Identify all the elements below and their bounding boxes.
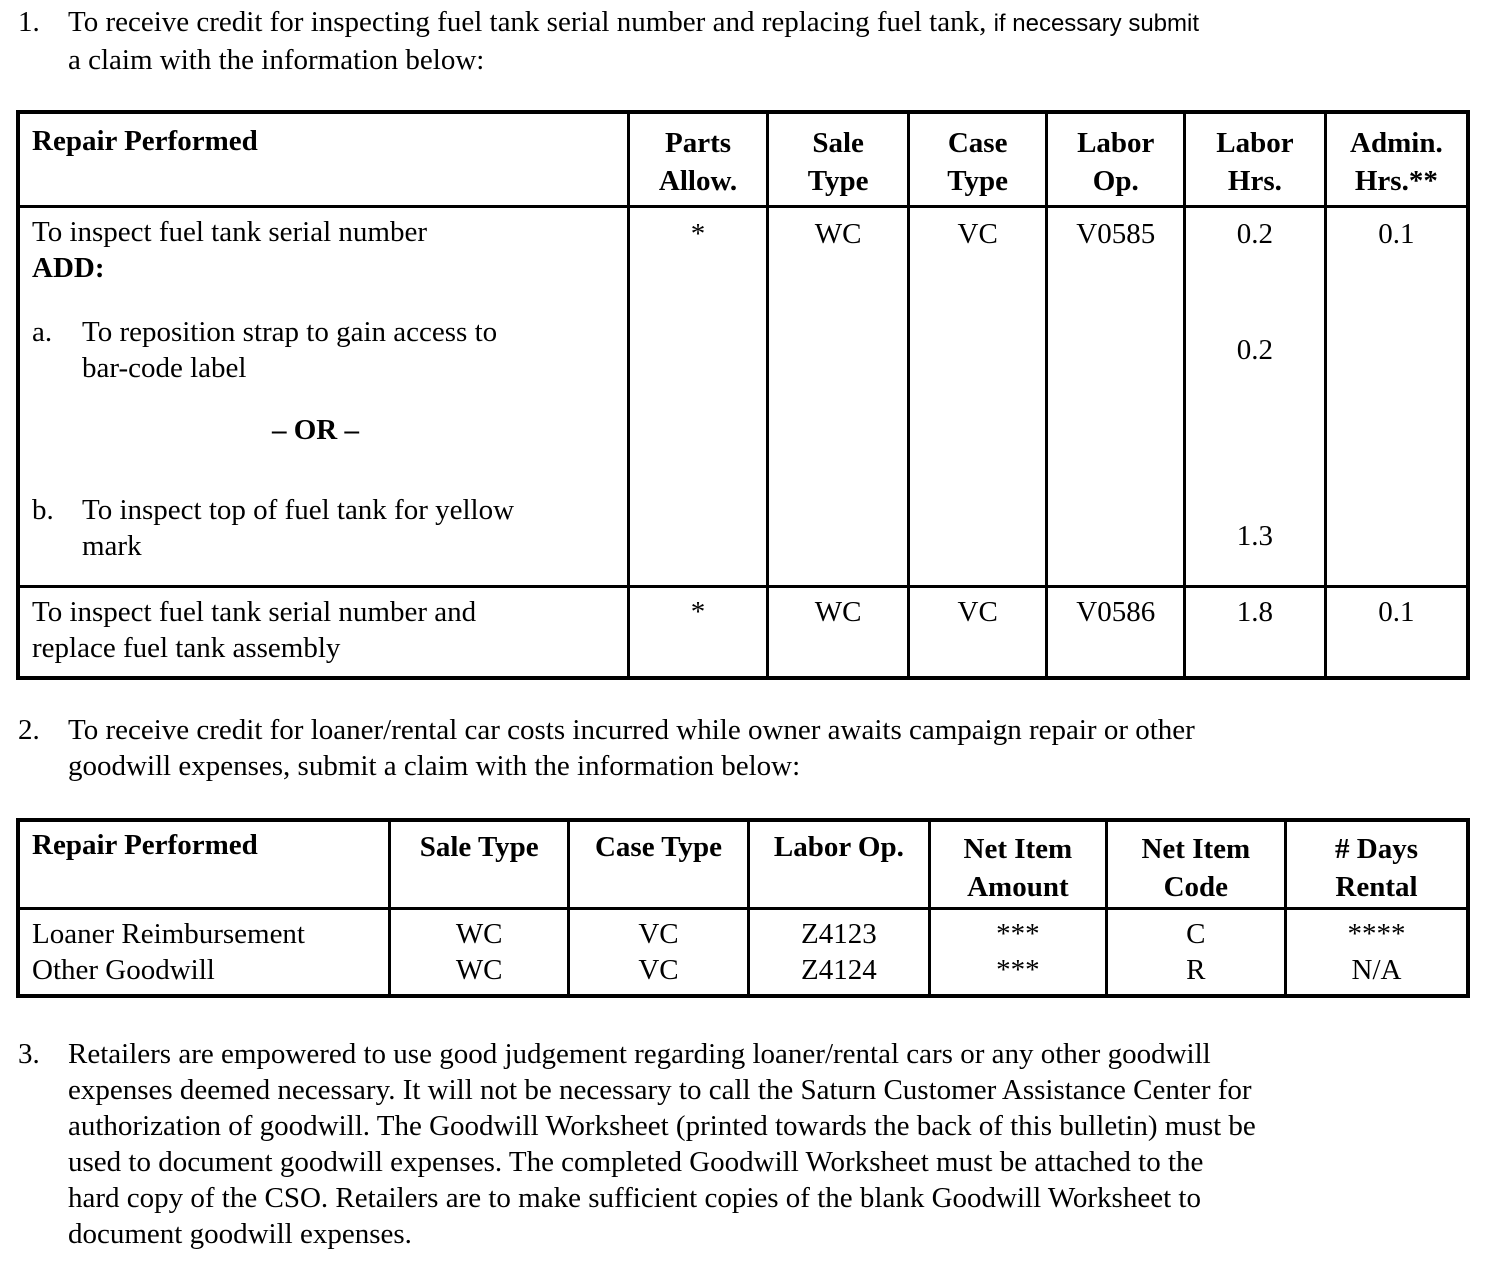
parts-cell: *	[628, 206, 768, 586]
header-case-type: Case Type	[908, 112, 1047, 206]
option-b-line1: To inspect top of fuel tank for yellow	[82, 493, 515, 526]
goodwill-table	[16, 818, 1470, 998]
labor-hrs-base: 0.2	[1236, 217, 1274, 250]
labor-op-cell: Z4123 Z4124	[748, 908, 929, 996]
repair-line2: replace fuel tank assembly	[32, 631, 341, 664]
instruction-1-text: To receive credit for inspecting fuel tank serial number and replacing fuel tank,	[68, 6, 987, 38]
header-sale-type: Sale Type	[390, 820, 569, 908]
header-admin-hrs: Admin. Hrs.**	[1325, 112, 1468, 206]
labor-hrs-cell	[1185, 206, 1326, 586]
instruction-3-line: authorization of goodwill. The Goodwill Worksheet (printed towards the back of this bulletin) must be	[68, 1110, 1256, 1142]
case-type-cell: VC VC	[569, 908, 748, 996]
instruction-1-line2: a claim with the information below:	[68, 44, 485, 76]
table-header-row	[18, 112, 1468, 206]
table-header-row	[18, 820, 1468, 908]
header-repair-performed: Repair Performed	[18, 112, 628, 206]
labor-hrs-a: 0.2	[1236, 333, 1274, 366]
net-item-amount-cell: *** ***	[930, 908, 1107, 996]
case-type-cell: VC	[908, 206, 1047, 586]
repair-cell	[18, 206, 628, 586]
instruction-2-line2: goodwill expenses, submit a claim with the information below:	[68, 750, 801, 782]
admin-hrs-cell: 0.1	[1325, 586, 1468, 678]
repair-cell: Loaner Reimbursement Other Goodwill	[18, 908, 390, 996]
repair-line1: To inspect fuel tank serial number and	[32, 595, 477, 628]
item-number: 2.	[18, 714, 40, 746]
labor-op-cell: V0586	[1047, 586, 1185, 678]
labor-hrs-b: 1.3	[1236, 519, 1274, 552]
header-labor-op: Labor Op.	[748, 820, 929, 908]
instruction-3-line: hard copy of the CSO. Retailers are to make sufficient copies of the blank Goodwill Worksheet to	[68, 1182, 1201, 1214]
table-row	[18, 206, 1468, 586]
labor-hrs-cell: 1.8	[1185, 586, 1326, 678]
table-row	[18, 586, 1468, 678]
header-labor-hrs: Labor Hrs.	[1185, 112, 1326, 206]
sale-type-cell: WC	[768, 586, 909, 678]
days-rental-cell: **** N/A	[1286, 908, 1469, 996]
labor-op-cell: V0585	[1047, 206, 1185, 586]
item-number: 1.	[18, 6, 40, 38]
sale-type-cell: WC WC	[390, 908, 569, 996]
option-a-letter: a.	[32, 315, 53, 348]
or-separator: – OR –	[272, 413, 359, 446]
option-b	[32, 492, 627, 564]
sale-type-cell: WC	[768, 206, 909, 586]
net-item-code-cell: C R	[1106, 908, 1285, 996]
header-net-item-amount: Net Item Amount	[930, 820, 1107, 908]
option-b-letter: b.	[32, 493, 54, 526]
header-repair-performed: Repair Performed	[18, 820, 390, 908]
header-days-rental: # Days Rental	[1286, 820, 1469, 908]
option-a-line1: To reposition strap to gain access to	[82, 315, 498, 348]
labor-op-table	[16, 110, 1470, 680]
header-parts-allow: Parts Allow.	[628, 112, 768, 206]
header-sale-type: Sale Type	[768, 112, 909, 206]
header-case-type: Case Type	[569, 820, 748, 908]
case-type-cell: VC	[908, 586, 1047, 678]
parts-cell: *	[628, 586, 768, 678]
option-b-line2: mark	[82, 529, 142, 562]
instruction-3-line: expenses deemed necessary. It will not be necessary to call the Saturn Customer Assistance Center for	[68, 1074, 1252, 1106]
instruction-2-line1: To receive credit for loaner/rental car costs incurred while owner awaits campaign repair or other	[68, 714, 1195, 746]
table-row	[18, 908, 1468, 996]
repair-cell	[18, 586, 628, 678]
option-a-line2: bar-code label	[82, 351, 247, 384]
instruction-3-line: document goodwill expenses.	[68, 1218, 412, 1250]
instruction-3-line: Retailers are empowered to use good judgement regarding loaner/rental cars or any other goodwill	[68, 1038, 1211, 1070]
instruction-1-small-text: if necessary submit	[993, 10, 1199, 37]
header-labor-op: Labor Op.	[1047, 112, 1185, 206]
add-label: ADD:	[32, 251, 105, 284]
header-net-item-code: Net Item Code	[1106, 820, 1285, 908]
item-number: 3.	[18, 1038, 40, 1070]
instruction-3-line: used to document goodwill expenses. The completed Goodwill Worksheet must be attached to the	[68, 1146, 1204, 1178]
repair-text: To inspect fuel tank serial number	[32, 215, 427, 248]
admin-hrs-cell: 0.1	[1325, 206, 1468, 586]
option-a	[32, 314, 627, 386]
